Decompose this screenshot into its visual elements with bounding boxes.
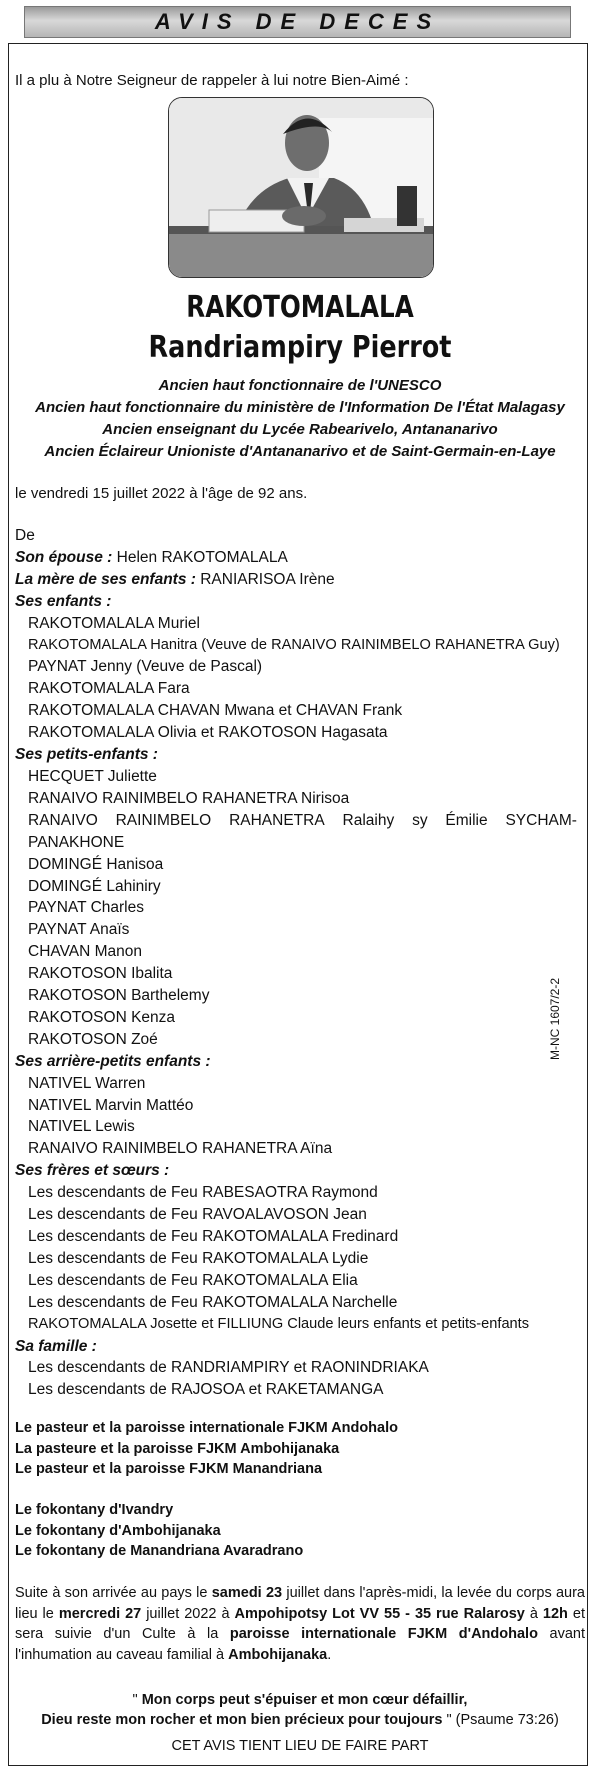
siblings-label: Ses frères et sœurs : (15, 1162, 170, 1180)
family-list (15, 525, 585, 1401)
list-item: PAYNAT Jenny (Veuve de Pascal) (28, 658, 263, 676)
list-item: RAKOTOMALALA Muriel (28, 614, 200, 632)
list-item: DOMINGÉ Hanisoa (28, 855, 164, 873)
fokontany-line: Le fokontany d'Ivandry (15, 1502, 174, 1518)
list-item: Les descendants de Feu RAVOALAVOSON Jean (28, 1206, 367, 1224)
list-item: Les descendants de RAJOSOA et RAKETAMANGA (28, 1381, 384, 1399)
text: et sera suivie d'un Culte à la (15, 1605, 586, 1642)
text: . (327, 1646, 332, 1663)
portrait-illustration (169, 98, 433, 277)
list-item: Les descendants de Feu RAKOTOMALALA Elia (28, 1271, 358, 1289)
text: Suite à son arrivée au pays le (15, 1585, 212, 1601)
funeral-details (15, 1583, 585, 1665)
list-item: RAKOTOMALALA Olivia et RAKOTOSON Hagasata (28, 724, 388, 742)
spouse-value: Helen RAKOTOMALALA (112, 548, 288, 566)
parish-line: Le pasteur et la paroisse FJKM Manandriana (15, 1461, 323, 1477)
header-title: AVIS DE DECES (154, 9, 441, 34)
scripture-quote (0, 1690, 600, 1730)
parish-line: La pasteure et la paroisse FJKM Ambohijanaka (15, 1440, 340, 1457)
grandchildren-label: Ses petits-enfants : (15, 746, 158, 764)
list-item: RAKOTOSON Barthelemy (28, 987, 210, 1005)
list-item: RAKOTOMALALA Josette et FILLIUNG Claude leurs enfants et petits-enfants (28, 1315, 530, 1332)
list-item: RANAIVO RAINIMBELO RAHANETRA Nirisoa (28, 789, 350, 807)
fokontany-block (15, 1500, 303, 1562)
text-bold: Ampohipotsy Lot VV 55 - 35 rue Ralarosy (234, 1605, 525, 1622)
mother-label: La mère de ses enfants : (15, 570, 196, 588)
list-item: NATIVEL Warren (28, 1074, 146, 1092)
header-banner (24, 6, 571, 38)
list-item: NATIVEL Marvin Mattéo (28, 1096, 194, 1114)
career-title: Ancien Éclaireur Unioniste d'Antananarivo et de Saint-Germain-en-Laye (44, 443, 556, 460)
text-bold: paroisse internationale FJKM d'Andohalo (229, 1626, 538, 1642)
list-item: Les descendants de Feu RAKOTOMALALA Lydie (28, 1249, 369, 1267)
word: Émilie (445, 811, 488, 829)
mother-value: RANIARISOA Irène (195, 570, 335, 588)
list-item: RAKOTOSON Kenza (28, 1008, 176, 1026)
list-item: PAYNAT Anaïs (28, 921, 130, 939)
quote-line: Dieu reste mon rocher et mon bien précieux pour toujours (41, 1712, 443, 1728)
quote-source: " (Psaume 73:26) (442, 1712, 559, 1728)
list-item: RANAIVO RAINIMBELO RAHANETRA Aïna (28, 1140, 333, 1158)
spouse-label: Son épouse : (15, 548, 113, 566)
deceased-surname: RAKOTOMALALA (186, 290, 414, 325)
word: RAHANETRA (229, 811, 325, 829)
intro-text: Il a plu à Notre Seigneur de rappeler à lui notre Bien-Aimé : (15, 72, 409, 89)
death-date: le vendredi 15 juillet 2022 à l'âge de 92 ans. (15, 485, 308, 502)
text-bold: mercredi 27 (58, 1605, 142, 1622)
quote-line: Mon corps peut s'épuiser et mon cœur défaillir, (141, 1692, 468, 1708)
text-bold: Ambohijanaka (228, 1646, 328, 1663)
fokontany-line: Le fokontany d'Ambohijanaka (15, 1522, 221, 1539)
list-item: RAKOTOMALALA Hanitra (Veuve de RANAIVO RAINIMBELO RAHANETRA Guy) (28, 636, 560, 653)
list-item: HECQUET Juliette (28, 767, 157, 785)
fokontany-line: Le fokontany de Manandriana Avaradrano (15, 1543, 304, 1559)
career-title: Ancien enseignant du Lycée Rabearivelo, Antananarivo (102, 421, 498, 438)
career-title: Ancien haut fonctionnaire de l'UNESCO (158, 377, 442, 394)
text: avant l'inhumation au caveau familial à (15, 1626, 585, 1663)
list-item: Les descendants de Feu RAKOTOMALALA Fredinard (28, 1228, 399, 1245)
list-item-continuation: PANAKHONE (28, 833, 125, 851)
career-titles (0, 375, 600, 463)
word: RAINIMBELO (115, 811, 212, 829)
quote-open: " (132, 1692, 142, 1708)
list-item: PAYNAT Charles (28, 899, 145, 917)
list-item-justified (15, 810, 585, 832)
de-label: De (15, 527, 35, 544)
list-item: RAKOTOSON Zoé (28, 1030, 158, 1048)
word: Ralaihy (342, 811, 395, 829)
list-item: Les descendants de Feu RABESAOTRA Raymond (28, 1184, 378, 1202)
list-item: RAKOTOMALALA CHAVAN Mwana et CHAVAN Frank (28, 702, 403, 720)
parish-line: Le pasteur et la paroisse internationale FJKM Andohalo (15, 1420, 398, 1436)
word: RANAIVO (28, 811, 98, 829)
reference-code: M-NC 1607/2-2 (548, 977, 562, 1060)
list-item: DOMINGÉ Lahiniry (28, 877, 161, 895)
list-item: Les descendants de RANDRIAMPIRY et RAONINDRIAKA (28, 1359, 429, 1377)
family-label: Sa famille : (15, 1337, 97, 1355)
mother-line (15, 569, 585, 591)
footer-note: CET AVIS TIENT LIEU DE FAIRE PART (171, 1738, 429, 1754)
text: juillet dans l'après-midi, la levée du corps aura lieu le (15, 1585, 585, 1622)
deceased-given-name: Randriampiry Pierrot (148, 330, 452, 365)
word: sy (412, 811, 428, 829)
text-bold: 12h (542, 1605, 568, 1622)
list-item: Les descendants de Feu RAKOTOMALALA Narchelle (28, 1293, 398, 1311)
great-grandchildren-label: Ses arrière-petits enfants : (15, 1052, 211, 1070)
text: à (524, 1605, 543, 1622)
spouse-line (15, 547, 585, 569)
list-item: RAKOTOSON Ibalita (28, 965, 173, 983)
list-item: NATIVEL Lewis (28, 1118, 135, 1136)
list-item: RAKOTOMALALA Fara (28, 680, 190, 698)
portrait-photo (168, 97, 434, 278)
text-bold: samedi 23 (211, 1585, 283, 1601)
word: SYCHAM- (505, 811, 577, 829)
career-title: Ancien haut fonctionnaire du ministère de l'Information De l'État Malagasy (35, 399, 565, 416)
text: juillet 2022 à (141, 1605, 235, 1622)
parishes-block (15, 1418, 398, 1480)
children-label: Ses enfants : (15, 592, 112, 610)
list-item: CHAVAN Manon (28, 943, 142, 961)
